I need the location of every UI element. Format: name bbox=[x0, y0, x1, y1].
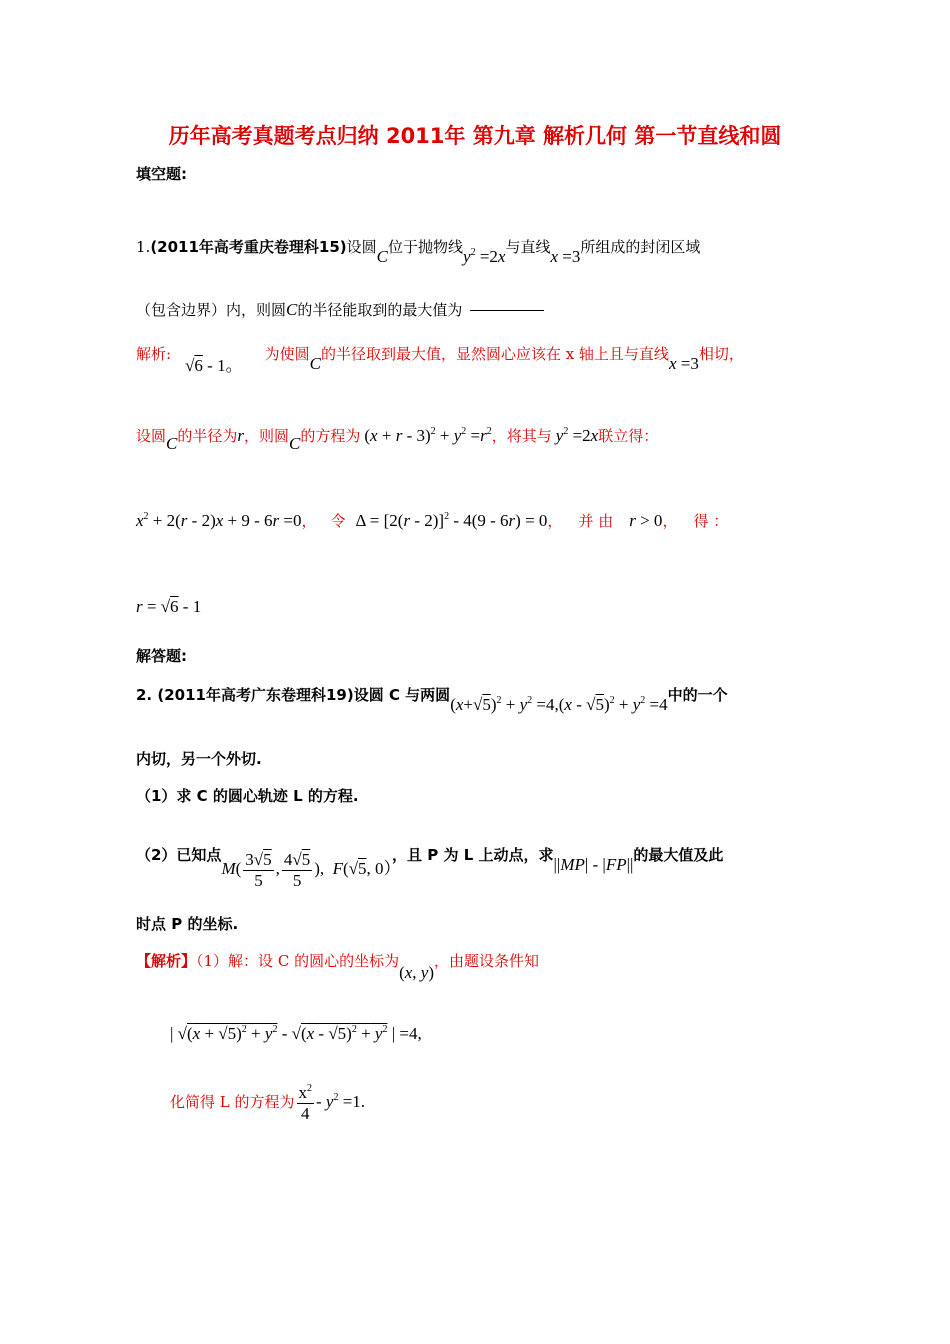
question-2-part-1: （1）求 C 的圆心轨迹 L 的方程. bbox=[136, 787, 359, 805]
question-2-line-1: 2. (2011年高考广东卷理科19)设圆 C 与两圆$(x+√5)^2 + y^2 =4,(x - √5)^2 + y^2 =4$中的一个 bbox=[136, 686, 728, 714]
section-fill-heading: 填空题: bbox=[136, 165, 187, 183]
answer-blank bbox=[470, 310, 544, 311]
answer-2-line-1: 【解析】（1）解：设 C 的圆心的坐标为(x, y)，由题设条件知 bbox=[136, 952, 540, 982]
answer-1-line-2: 设圆C的半径为r，则圆C的方程为 $(x + r - 3)^2 + y^2 =r^2$，将其与 $y^2 =2x$联立得： bbox=[136, 426, 659, 453]
answer-2-equation: | $√(x + √5)^2 + y^2 - √(x - √5)^2 + y^2$ | =4, bbox=[170, 1024, 422, 1043]
question-2-line-2: 内切，另一个外切. bbox=[136, 750, 262, 768]
answer-1-result: r = √6 - 1 bbox=[136, 597, 202, 616]
answer-1-line-1: 解析:√6 - 1。为使圆C的半径取到最大值，显然圆心应该在 x 轴上且与直线x =3相切， bbox=[136, 345, 744, 375]
answer-2-result-line: 化简得 L 的方程为 $\frac{x^2}{4}$ - $y^2 =1$. bbox=[170, 1083, 366, 1123]
page-title: 历年高考真题考点归纳 2011年 第九章 解析几何 第一节直线和圆 bbox=[168, 124, 782, 148]
question-1-line-2: （包含边界）内，则圆C的半径能取到的最大值为 bbox=[136, 299, 544, 320]
section-answer-heading: 解答题: bbox=[136, 647, 187, 665]
answer-1-line-3: $x^2 + 2(r - 2)x + 9 - 6r =0$， 令 Δ = [2(r - 2)]$^2$ - 4(9 - 6r) = 0， 并 由 r > 0， 得 ： bbox=[136, 511, 729, 530]
question-2-part-2: （2）已知点M( $\frac{3√5}{5}$ , $\frac{4√5}{5}$ ), F(√5, 0），且 P 为 L 上动点，求||MP| - |FP||的最大值及此 bbox=[136, 845, 724, 890]
question-2-line-end: 时点 P 的坐标. bbox=[136, 915, 239, 933]
question-1-line-1: 1.(2011年高考重庆卷理科15)设圆C位于抛物线$y^2 =2x$与直线x =3所组成的封闭区域 bbox=[136, 238, 701, 266]
